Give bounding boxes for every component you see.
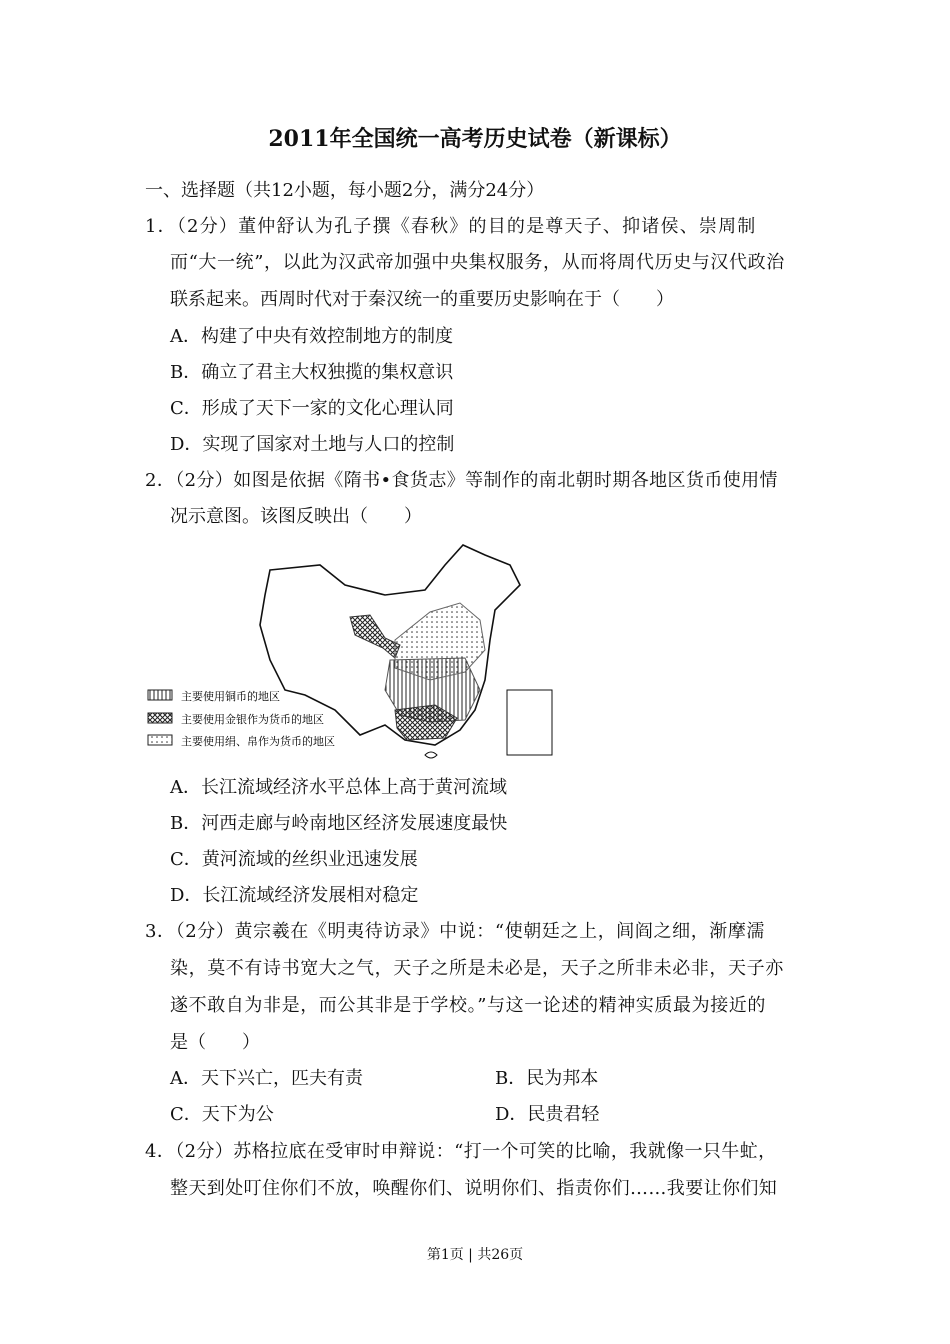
legend-copper: 主要使用铜币的地区 [181, 690, 280, 703]
q3-line: 染，莫不有诗书宽大之气，天子之所是未必是，天子之所非未必非，天子亦 [170, 958, 784, 979]
q2-option-a: A．长江流域经济水平总体上高于黄河流域 [170, 777, 507, 798]
q3-option-c: C．天下为公 [170, 1104, 274, 1125]
q2-option-b: B．河西走廊与岭南地区经济发展速度最快 [170, 813, 508, 834]
q4-line: 整天到处叮住你们不放，唤醒你们、说明你们、指责你们……我要让你们知 [170, 1178, 778, 1199]
q2-option-c: C．黄河流域的丝织业迅速发展 [170, 849, 418, 870]
q4-line: 4．（2分）苏格拉底在受审时申辩说：“打一个可笑的比喻，我就像一只牛虻， [145, 1141, 777, 1162]
q3-line: 是（ ） [170, 1032, 260, 1053]
q3-line: 遂不敢自为非是，而公其非是于学校。”与这一论述的精神实质最为接近的 [170, 995, 766, 1016]
q3-option-b: B．民为邦本 [495, 1068, 599, 1089]
legend-silk: 主要使用绢、帛作为货币的地区 [181, 735, 335, 748]
q2-line: 2．（2分）如图是依据《隋书•食货志》等制作的南北朝时期各地区货币使用情 [145, 470, 778, 491]
q2-option-d: D．长江流域经济发展相对稳定 [170, 885, 419, 906]
page-footer: 第1页 | 共26页 [426, 1247, 524, 1263]
q2-line: 况示意图。该图反映出（ ） [170, 506, 422, 527]
q1-option-b: B．确立了君主大权独揽的集权意识 [170, 362, 454, 383]
section-heading: 一、选择题（共12小题，每小题2分，满分24分） [145, 180, 545, 201]
q1-line: 1．（2分）董仲舒认为孔子撰《春秋》的目的是尊天子、抑诸侯、崇周制 [145, 216, 757, 237]
q1-option-a: A．构建了中央有效控制地方的制度 [170, 326, 453, 347]
page-title: 2011年全国统一高考历史试卷（新课标） [268, 126, 682, 152]
q1-line: 联系起来。西周时代对于秦汉统一的重要历史影响在于（ ） [170, 289, 674, 310]
currency-map-figure [145, 540, 565, 762]
q1-line: 而“大一统”，以此为汉武帝加强中央集权服务，从而将周代历史与汉代政治 [170, 252, 785, 273]
q3-line: 3．（2分）黄宗羲在《明夷待访录》中说：“使朝廷之上，闾阎之细，渐摩濡 [145, 921, 766, 942]
q3-option-d: D．民贵君轻 [495, 1104, 600, 1125]
q1-option-d: D．实现了国家对土地与人口的控制 [170, 434, 455, 455]
legend-gold-silver: 主要使用金银作为货币的地区 [181, 713, 324, 726]
q3-option-a: A．天下兴亡，匹夫有责 [170, 1068, 363, 1089]
q1-option-c: C．形成了天下一家的文化心理认同 [170, 398, 454, 419]
china-map [145, 540, 565, 762]
